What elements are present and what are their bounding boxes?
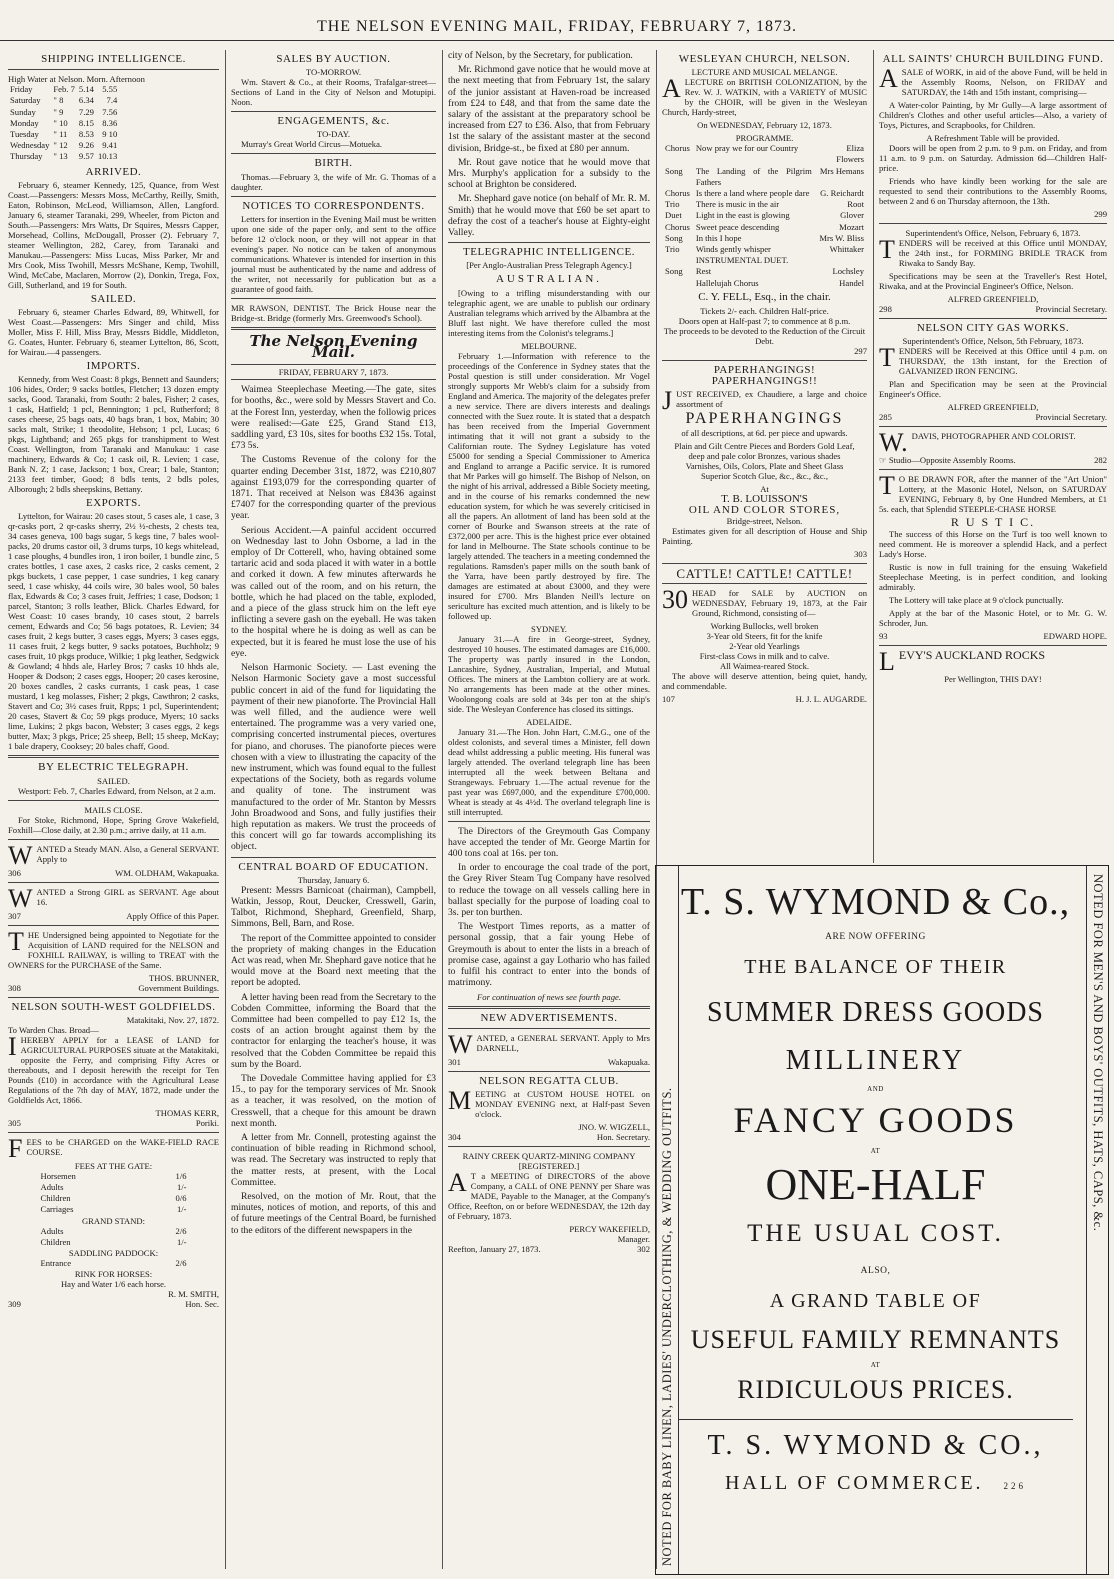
advertisement: FEES to be CHARGED on the WAKE-FIELD RACE COURSE. — [8, 1133, 219, 1163]
table-cell: In this I hope — [695, 232, 742, 243]
table-cell: G. Reichardt — [820, 188, 864, 199]
ad-signature: THOMAS KERR, — [155, 1107, 219, 1118]
news-paragraph: A letter from Mr. Connell, protesting against the continuation of bible reading in Richmond school, was read. The Secretary was instructed to reply that the matter rests, at present, with the Local Committee. — [231, 1132, 436, 1188]
news-paragraph: Mr. Richmond gave notice that he would move at the next meeting that from February 1st, the salary of the junior assistant at Haven-road be increased from £24 to £48, and that from the same date the salary of the assistant at the preparatory school be increased from £27 to £36. Also, that from February 1st the salary of the assistant master at the second division, Bridge-st., be fixed at £80 per annum. — [448, 64, 650, 154]
section-heading: SAILED. — [90, 292, 137, 305]
programme-table — [662, 143, 867, 289]
table-cell — [662, 278, 693, 289]
column-3 — [448, 50, 650, 1575]
fees-heading: GRAND STAND: — [81, 1215, 146, 1226]
ad-addressee: To Warden Chas. Broad— — [8, 1024, 99, 1035]
table-cell: 9 10 — [102, 129, 118, 140]
section-subheading: TO-MORROW. — [305, 67, 362, 78]
ad-number: 303 — [854, 549, 867, 560]
ad-signature: 301 Wakapuaka. — [448, 1056, 650, 1067]
dentist-ad: MR RAWSON, DENTIST. The Brick House near the Bridge-st. Bridge (formerly Mrs. Greenwood's School). — [231, 302, 436, 323]
ad-text: A Refreshment Table will be provided. — [926, 133, 1060, 144]
side-text: NOTED FOR MEN'S AND BOYS' OUTFITS, HATS, CAPS, &c. — [1091, 874, 1105, 1232]
section-heading: CATTLE! CATTLE! CATTLE! — [676, 566, 853, 582]
advertisement: TENDERS will be Received at this Office until 4 p.m. on THURSDAY, the 13th instant, for the Erection of GALVANIZED IRON FENCING. — [879, 343, 1107, 377]
table-row — [8, 107, 119, 118]
section-heading: CENTRAL BOARD OF EDUCATION. — [238, 860, 429, 873]
advertisement: ALECTURE on BRITISH COLONIZATION, by the Rev. W. J. WATKIN, with a VARIETY of MUSIC by the CHOIR, will be given in the Wesleyan Church, Hardy-street, — [662, 74, 867, 118]
column-4 — [662, 50, 867, 850]
table-cell: 2/6 — [175, 1225, 187, 1236]
table-cell — [662, 255, 693, 266]
news-paragraph: The Directors of the Greymouth Gas Company have accepted the tender of Mr. George Martin for 400 tons coal at 16s. per ton. — [448, 825, 650, 860]
exports-text: Lyttelton, for Wairau: 20 cases stout, 5 cases ale, 1 case, 3 qr-casks port, 2 qr-casks sherry, 2½ ½-chests, 2 chests tea, 34 cases geneva, 100 bags sugar, 5 kegs tine, 7 bales wool-packs, 20 drums castor oil, 3 drums turps, 10 kegs whitelead, 1 case ploughs, 4 bundles iron, 1 iron boiler, 1 bundle zinc, 5 crates bottles, 1 case axes, 2 casks rice, 2 casks cement, 2 pkgs buckets, 1 case pepper, 1 case sundries, 1 keg canary seed, 1 case whisky, 44 coils wire, 30 bales wool, 50 bales flax, Edwards & Co; 3 cases fruit, Jeffries; 1 case, Dodson; 1 parcel, Stanton; 3 rolls leather, Blick. Charles Edward, for West Coast: 10 cases brandy, 10 cases stout, 2 barrels cement, Edwards and Co; 56 bags potatoes, R. Levien; 34 cases fruit, 2 kegs butter, 3 cases eggs, Myers; 3 cases eggs, 11 cases fruit, 2 kegs butter, 9 sacks potatoes, Buchholz; 9 cases fruit, 10 pkgs produce, Wilkie; 1 pkg leather, Sedgwick & Gowland; 4 hhds ale, Harley Bros; 7 casks 10 hhds ale, Hooper & Dodson; 2 cases eggs, Hooper; 20 cases kerosine, 20 boxes candles, 2 casks currants, 1 cask peas, 1 case mustard, 1 keg molasses, Fisher; 2 pkgs, Cawthron; 2 casks, Stavert and Co; 3½ cases fruit, Rpps; 1 pcl, Superintendent; 20 cases, Stavert & Co; 59 pkgs produce, Myers; 10 sacks lime, Lukins; 2 pkgs bacon, Webster; 3 cases eggs, 2 kegs butter, Max; 3 pkgs, Price; 25 sheep, Bell; 15 sheep, McKay; 1 bale drapery, Cooksey; 20 bales chaff, Good. — [8, 511, 219, 752]
table-cell: Feb. 7 — [53, 84, 75, 95]
ad-text: The success of this Horse on the Turf is too well known to need comment. He is moreover a splendid Hack, and a perfect Lady's Horse. — [879, 528, 1107, 559]
table-cell: Winds gently whisper — [695, 244, 771, 255]
table-cell: Chorus — [665, 221, 690, 232]
table-cell: Entrance — [40, 1258, 72, 1269]
ad-text: of all descriptions, at 6d. per piece and upwards. — [681, 427, 848, 438]
ad-text: AT — [870, 1361, 881, 1369]
ad-signature: Reefton, January 27, 1873. 302 — [448, 1243, 650, 1254]
advertisement: WANTED a Strong GIRL as SERVANT. Age about 16. — [8, 883, 219, 913]
ad-text: THE USUAL COST. — [747, 1220, 1004, 1247]
table-row — [39, 1182, 189, 1193]
news-paragraph: The Customs Revenue of the colony for the quarter ending December 31st, 1872, was £210,807 against £193,079 for the corresponding quarter of 1871. That received at Nelson was £8436 against £7407 for the corresponding quarter of the previous year. — [231, 454, 436, 522]
ad-signature: ALFRED GREENFIELD, — [947, 402, 1039, 413]
advertisement: LEVY'S AUCKLAND ROCKS — [879, 646, 1046, 676]
news-paragraph: In order to encourage the coal trade of the port, the Grey River Steam Tug Company have resolved to reduce the towage on all vessels calling here in ballast specially for the purpose of loading coal to 3s. per ton burthen. — [448, 862, 650, 919]
ad-text: Per Wellington, THIS DAY! — [944, 673, 1042, 684]
table-cell: Mozart — [839, 221, 864, 232]
table-cell: Trio — [665, 199, 680, 210]
column-5 — [879, 50, 1107, 855]
table-row — [662, 222, 867, 233]
section-heading: SHIPPING INTELLIGENCE. — [41, 53, 186, 65]
horse-name: R U S T I C. — [950, 515, 1036, 530]
table-cell: Monday — [10, 117, 39, 128]
ad-text: RIDICULOUS PRICES. — [737, 1375, 1014, 1404]
section-heading: ENGAGEMENTS, &c. — [277, 115, 390, 128]
table-cell: Adults — [40, 1182, 64, 1193]
table-cell: Sunday — [10, 106, 36, 117]
ad-signature: 307 Apply Office of this Paper. — [8, 910, 219, 921]
table-cell: 2/6 — [175, 1258, 187, 1269]
ad-address: Bridge-street, Nelson. — [726, 516, 803, 527]
list-item: First-class Cows in milk and to calve. — [699, 651, 830, 662]
news-paragraph: A letter having been read from the Secretary to the Cobden Committee, informing the Board that the Committee had been compelled to pay £12 1s, the costs of an action brought against them by the contractor for enlarging the teacher's house, it was resolved that the Cobden Committee be repaid this sum by the Board. — [231, 991, 436, 1070]
table-cell: 0/6 — [175, 1193, 187, 1204]
fees-heading: RINK FOR HORSES: — [74, 1269, 153, 1280]
table-row — [8, 151, 119, 162]
section-heading: PAPERHANGINGS! PAPERHANGINGS!! — [711, 364, 818, 388]
chair-line: C. Y. FELL, Esq., in the chair. — [698, 290, 831, 303]
table-cell: Adults — [40, 1225, 64, 1236]
table-cell: Trio — [665, 244, 680, 255]
ad-text: A Water-color Painting, by Mr Gully—A large assortment of Children's Clothes and other useful articles—Also, a variety of Toys, Pictures, and Scrapbooks, for Children. — [879, 100, 1107, 131]
table-cell: 8.36 — [102, 117, 118, 128]
section-heading: NELSON REGATTA CLUB. — [479, 1074, 619, 1087]
event-date: On WEDNESDAY, February 12, 1873. — [697, 120, 832, 131]
engagements-text: Murray's Great World Circus—Motueka. — [241, 139, 383, 150]
sales-text: Wm. Stavert & Co., at their Rooms, Trafalgar-street—Sections of Land in the City of Nelson and Motupipi. Noon. — [231, 77, 436, 108]
table-cell: Is there a land where people dare — [695, 188, 810, 199]
ad-merchant-title: T. S. WYMOND & Co., — [680, 881, 1071, 923]
ad-date: Matakitaki, Nov. 27, 1872. — [126, 1014, 219, 1025]
section-heading: SALES BY AUCTION. — [276, 53, 391, 65]
list-item: 3-Year old Steers, fit for the knife — [706, 631, 823, 642]
section-heading: WESLEYAN CHURCH, NELSON. — [678, 53, 851, 65]
ad-text: USEFUL FAMILY REMNANTS — [690, 1325, 1061, 1354]
table-cell: Wednesday — [10, 140, 50, 151]
table-cell — [815, 255, 867, 266]
section-heading: NOTICES TO CORRESPONDENTS. — [242, 199, 425, 212]
ad-text: Doors will be open from 2 p.m. to 9 p.m. on Friday, and from 11 a.m. to 9 p.m. on Saturday. Admission 6d—Children Half-price. — [879, 143, 1107, 174]
list-item: All Waimea-reared Stock. — [719, 661, 810, 672]
table-cell: Friday — [10, 84, 33, 95]
section-subheading: [Per Anglo-Australian Press Telegraph Agency.] — [466, 260, 632, 271]
advertisement: WANTED, a GENERAL SERVANT. Apply to Mrs DARNELL, — [448, 1029, 650, 1059]
ad-signature: PERCY WAKEFIELD, — [569, 1223, 650, 1234]
table-row — [662, 210, 867, 221]
advertisement: ASALE of WORK, in aid of the above Fund, will be held in the Assembly Rooms, Nelson, on FRIDAY and SATURDAY, the 14th and 15th instant, comprising— — [879, 64, 1107, 98]
news-paragraph: Mr. Shephard gave notice (on behalf of Mr. R. M. Smith) that he would move that £60 be set apart to defray the cost of a teacher's house at Eighty-eight Valley. — [448, 193, 650, 239]
table-cell: Hallelujah Chorus — [695, 277, 759, 288]
office-heading: Superintendent's Office, Nelson, 5th February, 1873. — [902, 336, 1084, 347]
section-subheading: TO-DAY. — [316, 129, 351, 140]
ad-signature: 107 H. J. L. AUGARDE. — [662, 694, 867, 705]
table-row — [662, 244, 867, 255]
section-heading: MAILS CLOSE. — [84, 804, 143, 815]
advertisement: THE Undersigned being appointed to Negotiate for the Acquisition of LAND required for the NELSON and FOXHILL RAILWAY, is willing to TREAT with the OWNERS for the PURCHASE of the Same. — [8, 926, 219, 970]
news-paragraph: Present: Messrs Barnicoat (chairman), Campbell, Watkin, Jessop, Rout, Deucker, Cresswell, Garin, Talbot, Richmond, Shephard, Greenfield, Sharp, Simmons, Bell, Barn, and Rose. — [231, 884, 436, 930]
ad-text: Rustic is now in full training for the ensuing Wakefield Steeplechase Meeting, is in perfect condition, and looking admirably. — [879, 561, 1107, 592]
table-cell: Children — [40, 1236, 71, 1247]
table-cell: Eliza Flowers — [836, 143, 864, 165]
table-cell: Sweet peace descending — [695, 221, 780, 232]
table-cell: Handel — [839, 277, 864, 288]
table-cell: Carriages — [40, 1204, 74, 1215]
masthead-rule — [0, 40, 1114, 41]
table-row — [8, 118, 119, 129]
mails-text: For Stoke, Richmond, Hope, Spring Grove Wakefield, Foxhill—Close daily, at 2.30 p.m.; arrive daily, at 11 a.m. — [8, 814, 219, 835]
doors-line: Doors open at Half-past 7; to commence at 8 p.m. — [678, 316, 851, 327]
table-cell: 9.26 — [78, 140, 94, 151]
ad-signature: 298 Provincial Secretary. — [879, 304, 1107, 315]
news-paragraph: January 31.—The Hon. John Hart, C.M.G., one of the oldest colonists, and several times a Minister, fell down dead whilst addressing a public meeting. His funeral was largely attended. The overland telegraph line has been interrupted all the week between Beltana and Strangeways. February 1.—The actual revenue for the past year was £697,000, and the expenditure £700,000. Wheat is steady at 4s 4½d. The overland telegraph line is still interrupted. — [448, 726, 650, 817]
ad-merchant: T. B. LOUISSON'S — [721, 492, 808, 505]
notices-text: Letters for insertion in the Evening Mail must be written upon one side of the paper only, and sent to the office before 12 o'clock noon, or they will not appear in that evening's paper. No notice can be taken of anonymous communications. Whatever is intended for insertion in this journal must be authenticated by the name and address of the writer, not necessarily for publication but as a guarantee of good faith. — [231, 213, 436, 294]
ad-signature: JNO. W. WIGZELL, — [578, 1121, 650, 1132]
ad-text: ☞ Studio—Opposite Assembly Rooms. 282 — [879, 455, 1107, 466]
ad-merchant-title: T. S. WYMOND & CO., — [707, 1430, 1044, 1461]
fees-heading: SADDLING PADDOCK: — [68, 1248, 159, 1259]
section-heading: TELEGRAPHIC INTELLIGENCE. — [463, 246, 635, 259]
table-cell: 9.57 — [78, 151, 94, 162]
table-cell: 7.56 — [102, 106, 118, 117]
list-item: Working Bullocks, well broken — [710, 621, 819, 632]
imports-text: Kennedy, from West Coast: 8 pkgs, Bennett and Saunders; 106 hides, Order; 9 sacks bottles, Fletcher; 13 dozen empty sacks, Good. Taranaki, from South: 2 bales, Fisher; 2 cases, 1 cask, Hatfield; 1 pcl, Bennington; 1 pcl, Rutherford; 8 cases cheese, 25 bags oats, 40 bags bran, 1 box, Mabin; 30 sacks malt, Strike; 1 theodolite, Hebson; 1 pcl, Lucas; 6 pkgs, Lightband; and 265 pkgs for transhipment to West Coast. Wellington, from Taranaki and Manukau: 1 case machinery, Edwards & Co; 1 cask oil, R. Levien; 1 case, Bank N. Z; 1 case, Jackson; 1 box, Crear; 1 bale, Stanton; 2133 feet timber, Good; 8 bdls tents, 2 bdls poles, Alborough; 2 bdls sheepskins, Bettany. — [8, 374, 219, 495]
table-cell: Tuesday — [10, 129, 39, 140]
table-cell: Chorus — [665, 143, 690, 154]
ad-text: MILLINERY — [785, 1045, 966, 1076]
table-cell: Song — [665, 165, 683, 176]
section-subheading: LECTURE AND MUSICAL MELANGE. — [691, 67, 838, 78]
table-row — [39, 1237, 189, 1248]
telegraph-text: Westport: Feb. 7, Charles Edward, from Nelson, at 2 a.m. — [18, 785, 216, 796]
column-divider — [225, 50, 226, 1569]
fees-row: Hay and Water 1/6 each horse. — [60, 1279, 167, 1290]
table-cell: 1/- — [176, 1182, 187, 1193]
section-heading: BY ELECTRIC TELEGRAPH. — [38, 761, 189, 774]
news-paragraph: city of Nelson, by the Secretary, for publication. — [448, 50, 633, 61]
ad-text: AND — [867, 1085, 884, 1093]
news-paragraph: February 1.—Information with reference to the proceedings of the Conference in Sydney states that the Postal question is still under consideration. Mr Vogel strongly supports Mr Webb's claim for a subsidy from England and America. The majority of the delegates prefer a new service. There are divers interests and dealings connected with the Suez route. It is stated that a despatch has been received from the Imperial Government intimating that it will not grant a subsidy to the Californian route. The Sydney Legislature has voted £5000 for sending a Special Commissioner to America and England to arrange a Pacific service. It is rumored that Mr Parkes will go himself. The Bishop of Nelson, on the night of his arrival, addressed a Bible Society meeting, and in the course of his remarks condemned the new education system, for which he was severely criticised in all the papers. An allotment of land has been sold at the corner of Bourke and Swanson streets at the rate of £372,000 per acre. This is the highest price ever obtained for land in Melbourne. The State schools continue to be largely attended. The teachers in a meeting condemned the regulations. Ramsden's paper mills on the south bank of the Yarra, have been partly destroyed by fire. The damages are estimated at about £3000, and they were insured for £700. Mrs Blanden Neill's lecture on sericulture has excited much attention, and is likely to be followed up. — [448, 350, 650, 621]
ad-text: Estimates given for all description of House and Ship Painting. — [662, 526, 867, 547]
fees-table — [39, 1226, 189, 1248]
table-cell: 1/- — [176, 1204, 187, 1215]
section-heading: ARRIVED. — [85, 165, 142, 178]
table-cell: Now pray we for our Country — [695, 143, 799, 154]
table-row — [39, 1226, 189, 1237]
paper-title: The Nelson Evening Mail. — [249, 331, 418, 362]
table-cell: Lochsley — [832, 266, 864, 277]
ad-signature: THOS. BRUNNER, — [149, 972, 219, 983]
table-cell: Mrs W. Bliss — [819, 232, 864, 243]
arrived-text: February 6, steamer Kennedy, 125, Quance, from West Coast.—Passengers: Messrs Moss, McCarthy, Reilly, Smith, Eaton, Robinson, McLeod, Williamson, Allen, Langford. January 6, steamer Taranaki, 299, Wheeler, from Picton and South.—Passengers: Mrs Watts, Dr Squires, Messrs Capper, Morsehead, Collins, McDougall, Prosser (2). February 7, steamer Wellington, 282, Carey, from Taranaki and Manukau.—Passengers: Miss Lucas, Miss Parker, Mr and Mrs Cook, Miss Twohill, Messrs McShane, Kemp, Twohill, Wind, McCabe, Maclaren, Morrow (2), Donkin, Trega, Fox, Gill, Sutherland, and 19 for South. — [8, 179, 219, 290]
column-2 — [231, 50, 436, 1575]
table-cell: 10.13 — [97, 151, 118, 162]
table-cell: INSTRUMENTAL DUET. — [695, 255, 789, 266]
news-paragraph: Resolved, on the motion of Mr. Rout, that the minutes, notices of motion, and reports, of this and of future meetings of the Central Board, be furnished to the editors of the different newspapers in the — [231, 1191, 436, 1236]
section-heading: NELSON SOUTH-WEST GOLDFIELDS. — [11, 1000, 216, 1013]
section-heading: NELSON CITY GAS WORKS. — [916, 322, 1070, 335]
ad-text: A GRAND TABLE OF — [769, 1290, 982, 1312]
table-cell: " 9 — [53, 106, 64, 117]
advertisement: WANTED a Steady MAN. Also, a General SERVANT. Apply to — [8, 840, 219, 870]
ad-text: HALL OF COMMERCE. 226 — [724, 1472, 1027, 1494]
fees-table — [39, 1258, 189, 1269]
ad-text: FANCY GOODS — [733, 1100, 1018, 1140]
table-cell: Glover — [840, 210, 864, 221]
table-cell: 6.34 — [78, 95, 94, 106]
ad-signature: 304 Hon. Secretary. — [448, 1131, 650, 1142]
paper-date: FRIDAY, FEBRUARY 7, 1873. — [231, 364, 436, 380]
news-paragraph: The report of the Committee appointed to consider the propriety of making changes in the Education Act was read, when Mr. Shephard gave notice that he would move at the Board next meeting that the report be adopted. — [231, 932, 436, 989]
section-heading: AUSTRALIAN. — [495, 273, 603, 286]
news-paragraph: January 31.—A fire in George-street, Sydney, destroyed 10 houses. The estimated damages are £16,000. The property was partly insured in the London, Lancashire, Sydney, Australian, Imperial, and Mutual Offices. The miners at the Lambton colliery are at work. No arrangements has been made at the other mines. Woolongong coals are sold at 34s per ton at the ship's side. The Wesleyan Conference has closed its sittings. — [448, 633, 650, 714]
continuation-note: For continuation of news see fourth page. — [477, 991, 621, 1002]
table-row — [8, 95, 119, 106]
fees-table — [39, 1171, 189, 1216]
ad-signature: R. M. SMITH, — [168, 1289, 219, 1300]
wymond-content — [678, 866, 1073, 1495]
ad-text: ALSO, — [860, 1266, 891, 1276]
table-row — [662, 166, 867, 188]
table-cell: " 13 — [53, 151, 68, 162]
ad-text: Plain and Gilt Centre Pieces and Borders Gold Leaf, deep and pale color Bronzes, various shades Varnishes, Oils, Colors, Plate and Sheet Glass Superior Scotch Glue, &c., &c., &c., — [674, 440, 855, 481]
ad-text: THE BALANCE OF THEIR — [744, 956, 1007, 978]
table-cell: " 8 — [53, 95, 64, 106]
advertisement: T O BE DRAWN FOR, after the manner of the "Art Union" Lottery, at the Masonic Hotel, Nelson, on SATURDAY EVENING, February 8, by One Hundred Members, at £1 5s. each, that Splendid STEEPLE-CHASE HORSE — [879, 471, 1107, 515]
advertisement: MEETING at CUSTOM HOUSE HOTEL on MONDAY EVENING next, at Half-past Seven o'clock. — [448, 1085, 650, 1119]
section-heading: NEW ADVERTISEMENTS. — [480, 1011, 618, 1024]
table-row — [39, 1193, 189, 1204]
table-cell: Children — [40, 1193, 71, 1204]
section-heading: IMPORTS. — [86, 360, 141, 373]
wymond-advertisement — [655, 865, 1109, 1575]
table-cell: " 12 — [53, 140, 68, 151]
column-1 — [8, 50, 219, 1575]
sailed-text: February 6, steamer Charles Edward, 89, Whitwell, for West Coast.—Passengers: Mrs Singer and child, Miss Moller, Miss F. Hill, Miss Bray, Messrs Biddle, Middleton, G. Coates, Hunter. February 6, steamer Lyttelton, 86, Scott, for Wairau.—4 passengers. — [8, 307, 219, 358]
ad-text: At — [760, 483, 769, 494]
birth-text: Thomas.—February 3, the wife of Mr. G. Thomas of a daughter. — [231, 171, 436, 192]
table-row — [8, 84, 119, 95]
section-heading: EXPORTS. — [86, 497, 141, 510]
table-row — [662, 233, 867, 244]
ad-signature: 306 WM. OLDHAM, Wakapuaka. — [8, 867, 219, 878]
table-row — [8, 140, 119, 151]
ad-text: The above will deserve attention, being quiet, handy, and commendable. — [662, 671, 867, 692]
table-cell: 1/- — [176, 1236, 187, 1247]
table-row — [39, 1204, 189, 1215]
table-cell: Song — [665, 232, 683, 243]
news-paragraph: Nelson Harmonic Society. — Last evening the Nelson Harmonic Society gave a most successful public concert in aid of the fund for liquidating the payment of their new pianoforte. The Provincial Hall was well filled, and the audience were well entertained. The programme was a very varied one, comprising concerted instrumental pieces, overtures for piano, and choruses. The pianoforte pieces were chosen with a view to illustrating the capacity of the new instrument, which was found equal to the fullest expectations of the Society, both as regards volume and quality of tone. The instrument was manufactured to the order of Mr. Stanton by Messrs John Broadwood and Sons, and fully justifies their high reputation as makers. We trust the proceeds of this concert will go far towards accomplishing its object. — [231, 662, 436, 853]
table-cell: Horsemen — [40, 1170, 76, 1181]
table-cell: 8.15 — [78, 117, 94, 128]
ad-signature: 305 Poriki. — [8, 1117, 219, 1128]
ad-text: Apply at the bar of the Masonic Hotel, or to Mr. G. W. Schroder, Jun. — [879, 607, 1107, 628]
advertisement: 30 HEAD for SALE by AUCTION on WEDNESDAY, February 19, 1873, at the Fair Ground, Richmond, consisting of— — [662, 585, 867, 619]
news-paragraph: Serious Accident.—A painful accident occurred on Wednesday last to John Osborne, a lad in the employ of Dr Cotterell, who, having obtained some tartaric acid and soda placed it with water in a bottle and corked it down. A few minutes afterwards he was called out of the room, and on his return, the bottle, which he had placed on the table, exploded, and a piece of the glass struck him on the left eye inflicting a severe gash on the eyeball. He was taken to the hospital where he is doing as well as can be expected, but it is feared he must lose the use of his eye. — [231, 524, 436, 659]
left-side-strip — [656, 866, 679, 1574]
table-row — [662, 188, 867, 199]
table-cell: The Landing of the Pilgrim Fathers — [695, 165, 812, 187]
tide-heading: High Water at Nelson. Morn. Afternoon — [8, 74, 145, 85]
news-paragraph: Mr. Rout gave notice that he would move that Mrs. Murphy's application for a subsidy to the school at Brighton be considered. — [448, 156, 650, 191]
advertisement: A T a MEETING of DIRECTORS of the above Company, a CALL of ONE PENNY per Share was MADE, Payable to the Manager, at the Company's Office, Reefton, on or before WEDNESDAY, the 12th day of February, 1873. — [448, 1167, 650, 1221]
table-cell: " 11 — [53, 129, 68, 140]
ad-text: Plan and Specification may be seen at the Provincial Engineer's Office. — [879, 379, 1107, 400]
table-cell: 7.29 — [78, 106, 94, 117]
ad-signature: 285 Provincial Secretary. — [879, 412, 1107, 423]
table-cell: 5.55 — [102, 84, 118, 95]
table-cell: Saturday — [10, 95, 41, 106]
table-row — [662, 143, 867, 165]
ad-signature: 308 Government Buildings. — [8, 982, 219, 993]
paperhangings-title: PAPERHANGINGS — [685, 410, 844, 428]
column-divider — [442, 50, 443, 1569]
section-subheading: Thursday, January 6. — [297, 874, 370, 885]
table-cell: Mrs Hemans — [819, 165, 864, 176]
section-subheading: SYDNEY. — [531, 623, 567, 634]
ad-signature: 93 EDWARD HOPE. — [879, 630, 1107, 641]
table-row — [39, 1258, 189, 1269]
table-cell: Whittaker — [829, 244, 864, 255]
ad-text: Specifications may be seen at the Traveller's Rest Hotel, Riwaka, and at the Provincial Engineer's Office, Nelson. — [879, 271, 1107, 292]
news-paragraph: The Dovedale Committee having applied for £3 15., to pay for the temporary services of Mr. Snook as a teacher, it was resolved, on the motion of Cresswell, that a cheque for this amount be drawn next month. — [231, 1073, 436, 1129]
table-row — [39, 1171, 189, 1182]
table-row — [662, 199, 867, 210]
ad-text: The Lottery will take place at 9 o'clock punctually. — [889, 594, 1064, 605]
news-paragraph: Waimea Steeplechase Meeting.—The gate, sites for booths, &c., were sold by Messrs Stavert and Co. at the Forest Inn, yesterday, when the followig prices were realised:—Gate £25, Grand Stand £13, saddling yard, £3 10s, sites for booths £32 15s. Total, £73 5s. — [231, 384, 436, 452]
masthead-title: THE NELSON EVENING MAIL, FRIDAY, FEBRUARY 7, 1873. — [316, 18, 798, 35]
section-heading: ALL SAINTS' CHURCH BUILDING FUND. — [882, 53, 1104, 65]
table-cell: Root — [847, 199, 864, 210]
section-subheading: ADELAIDE. — [526, 716, 572, 727]
table-cell: There is music in the air — [695, 199, 780, 210]
ad-signature: Manager. — [617, 1233, 650, 1244]
section-heading: RAINY CREEK QUARTZ-MINING COMPANY [REGISTERED.] — [462, 1150, 636, 1171]
proceeds-line: The proceeds to be devoted to the Reduction of the Circuit Debt. — [663, 326, 866, 347]
section-subheading: SAILED. — [97, 775, 130, 786]
table-cell: " 10 — [53, 117, 68, 128]
ad-merchant: OIL AND COLOR STORES, — [688, 503, 841, 516]
news-paragraph: The Westport Times reports, as a matter of personal gossip, that a fair young Hebe of Greymouth is about to enter the lists in a breach of promise case, against a gay Lothario who has failed to fulfil his contract to enter into the bonds of matrimony. — [448, 921, 650, 989]
ad-text: ONE-HALF — [765, 1160, 986, 1209]
pointing-hand-icon: ☞ — [879, 455, 889, 466]
table-cell: Thursday — [10, 151, 43, 162]
advertisement: TENDERS will be received at this Office until MONDAY, the 24th inst., for FORMING BRIDLE TRACK from Riwaka to Sandy Bay. — [879, 235, 1107, 269]
ad-text: SUMMER DRESS GOODS — [707, 997, 1044, 1028]
fees-heading: FEES AT THE GATE: — [74, 1160, 153, 1171]
ad-text: Friends who have kindly been working for the sale are requested to send their contributions to the Assembly Rooms, between 2 and 6 on Thursday afternoon, the 13th. — [879, 176, 1107, 207]
table-cell: Chorus — [665, 188, 690, 199]
news-paragraph: [Owing to a trifling misunderstanding with our telegraphic agent, we are unable to publish our ordinary Australian telegrams which arrived by the Albambra at the Bluff last night. We have therefore culled the most interesting items from the Colonist's telegrams.] — [448, 287, 650, 338]
section-subheading: MELBOURNE. — [521, 340, 577, 351]
list-item: 2-Year old Yearlings — [729, 641, 800, 652]
table-cell: 5.14 — [78, 84, 94, 95]
ad-text: AT — [870, 1147, 881, 1155]
right-side-strip — [1086, 866, 1109, 1574]
table-cell: 8.53 — [78, 129, 94, 140]
table-row — [662, 266, 867, 277]
ad-number: 299 — [1094, 209, 1107, 220]
table-row — [8, 129, 119, 140]
ad-signature: ALFRED GREENFIELD, — [947, 294, 1039, 305]
table-cell: Duet — [665, 210, 682, 221]
table-row — [662, 278, 867, 289]
table-cell: Light in the east is glowing — [695, 210, 790, 221]
advertisement: W. DAVIS, PHOTOGRAPHER AND COLORIST. — [879, 428, 1076, 458]
tide-table — [8, 84, 119, 162]
table-cell: 7.4 — [106, 95, 118, 106]
table-cell: 1/6 — [175, 1170, 187, 1181]
tickets-line: Tickets 2/- each. Children Half-price. — [700, 306, 829, 317]
advertisement: JUST RECEIVED, ex Chaudiere, a large and choice assortment of — [662, 386, 867, 416]
ad-signature: 309 Hon. Sec. — [8, 1299, 219, 1310]
table-cell: Rest — [695, 266, 712, 277]
section-heading: BIRTH. — [314, 157, 353, 170]
ad-number: 297 — [854, 346, 867, 357]
advertisement: IHEREBY APPLY for a LEASE of LAND for AGRICULTURAL PURPOSES situate at the Matakitaki, opposite the Ferry, and comprising Fifty Acres or thereabouts, and I deposit herewith the receipt for Ten Pounds (£10) in accordance with the Agricultural Lease Regulations of the 7th day of MAY, 1872, made under the Goldfields Act, 1866. — [8, 1031, 219, 1105]
table-cell: 9.41 — [102, 140, 118, 151]
column-divider — [873, 50, 874, 863]
table-row — [662, 255, 867, 266]
side-text: NOTED FOR BABY LINEN, LADIES' UNDERCLOTHING, & WEDDING OUTFITS. — [660, 1087, 674, 1566]
ad-text: ARE NOW OFFERING — [825, 932, 926, 942]
cattle-list — [662, 621, 867, 671]
table-cell: Song — [665, 266, 683, 277]
office-heading: Superintendent's Office, Nelson, February 6, 1873. — [905, 228, 1081, 239]
programme-heading: PROGRAMME. — [735, 133, 794, 144]
